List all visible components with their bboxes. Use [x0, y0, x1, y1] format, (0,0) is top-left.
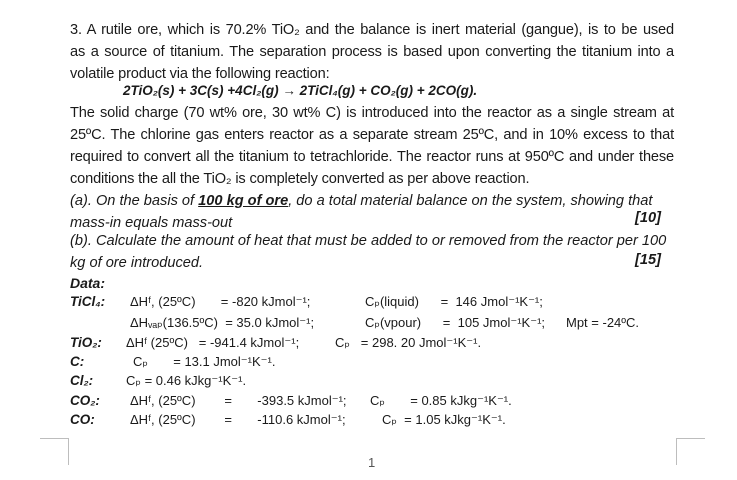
data-ticl4-mpt: Mpt = -24ºC.	[566, 315, 640, 330]
data-label-tio2: TiO₂:	[70, 335, 102, 350]
part-a-post: , do a total material balance on the system, showing that	[288, 193, 653, 209]
data-title: Data:	[70, 275, 106, 291]
part-a-line-2: mass-in equals mass-out	[70, 215, 233, 231]
body-line-3: required to convert all the titanium to tetrachloride. The reactor runs at 950ºC and under these	[70, 149, 674, 165]
intro-line-1: 3. A rutile ore, which is 70.2% TiO₂ and the balance is inert material (gangue), is to be used	[70, 22, 674, 38]
part-b	[70, 230, 674, 274]
part-a-pre: (a). On the basis of	[70, 193, 199, 209]
page-corner-right	[676, 438, 705, 465]
data-ticl4-cp-liquid: Cₚ(liquid) = 146 Jmol⁻¹K⁻¹;	[365, 294, 543, 309]
data-c-cp: Cₚ = 13.1 Jmol⁻¹K⁻¹.	[133, 354, 276, 369]
data-cl2-cp: Cₚ = 0.46 kJkg⁻¹K⁻¹.	[126, 373, 247, 388]
data-co2-cp: Cₚ = 0.85 kJkg⁻¹K⁻¹.	[370, 393, 512, 408]
data-co-cp: Cₚ = 1.05 kJkg⁻¹K⁻¹.	[382, 412, 506, 427]
data-ticl4-hvap: ΔHᵥₐₚ(136.5ºC) = 35.0 kJmol⁻¹;	[130, 315, 315, 330]
data-label-co2: CO₂:	[70, 393, 100, 408]
page-number: 1	[368, 455, 376, 470]
data-label-co: CO:	[70, 412, 95, 427]
data-tio2-cp: Cₚ = 298. 20 Jmol⁻¹K⁻¹.	[335, 335, 482, 350]
intro-line-3: volatile product via the following reaction:	[70, 66, 330, 82]
part-a-basis: 100 kg of ore	[198, 193, 289, 209]
data-label-ticl4: TiCl₄:	[70, 294, 106, 309]
data-tio2-hf: ΔHᶠ (25ºC) = -941.4 kJmol⁻¹;	[126, 335, 300, 350]
intro-line-2: as a source of titanium. The separation process is based upon converting the titanium into a	[70, 44, 674, 60]
data-ticl4-hf: ΔHᶠ, (25ºC) = -820 kJmol⁻¹;	[130, 294, 311, 309]
problem-body	[70, 102, 674, 190]
page-corner-left	[40, 438, 69, 465]
data-label-c: C:	[70, 354, 85, 369]
part-b-line-1: (b). Calculate the amount of heat that must be added to or removed from the reactor per 100	[70, 233, 667, 249]
part-b-line-2: kg of ore introduced.	[70, 255, 204, 271]
part-a-line-1	[70, 190, 674, 212]
chemical-reaction: 2TiO₂(s) + 3C(s) +4Cl₂(g) → 2TiCl₄(g) + CO₂(g) + 2CO(g).	[123, 83, 478, 98]
data-label-cl2: Cl₂:	[70, 373, 94, 388]
data-co-hf: ΔHᶠ, (25ºC) = -110.6 kJmol⁻¹;	[130, 412, 346, 427]
part-a	[70, 190, 674, 234]
body-line-2: 25ºC. The chlorine gas enters reactor as a separate stream 25ºC, and in 10% excess to that	[70, 127, 674, 143]
part-b-marks: [15]	[635, 252, 661, 268]
part-a-marks: [10]	[635, 210, 661, 226]
data-co2-hf: ΔHᶠ, (25ºC) = -393.5 kJmol⁻¹;	[130, 393, 347, 408]
problem-intro	[70, 19, 674, 85]
body-line-1: The solid charge (70 wt% ore, 30 wt% C) is introduced into the reactor as a single stream at	[70, 105, 674, 121]
body-line-4: conditions the all the TiO₂ is completely converted as per above reaction.	[70, 171, 530, 187]
data-ticl4-cp-vapour: Cₚ(vpour) = 105 Jmol⁻¹K⁻¹;	[365, 315, 546, 330]
